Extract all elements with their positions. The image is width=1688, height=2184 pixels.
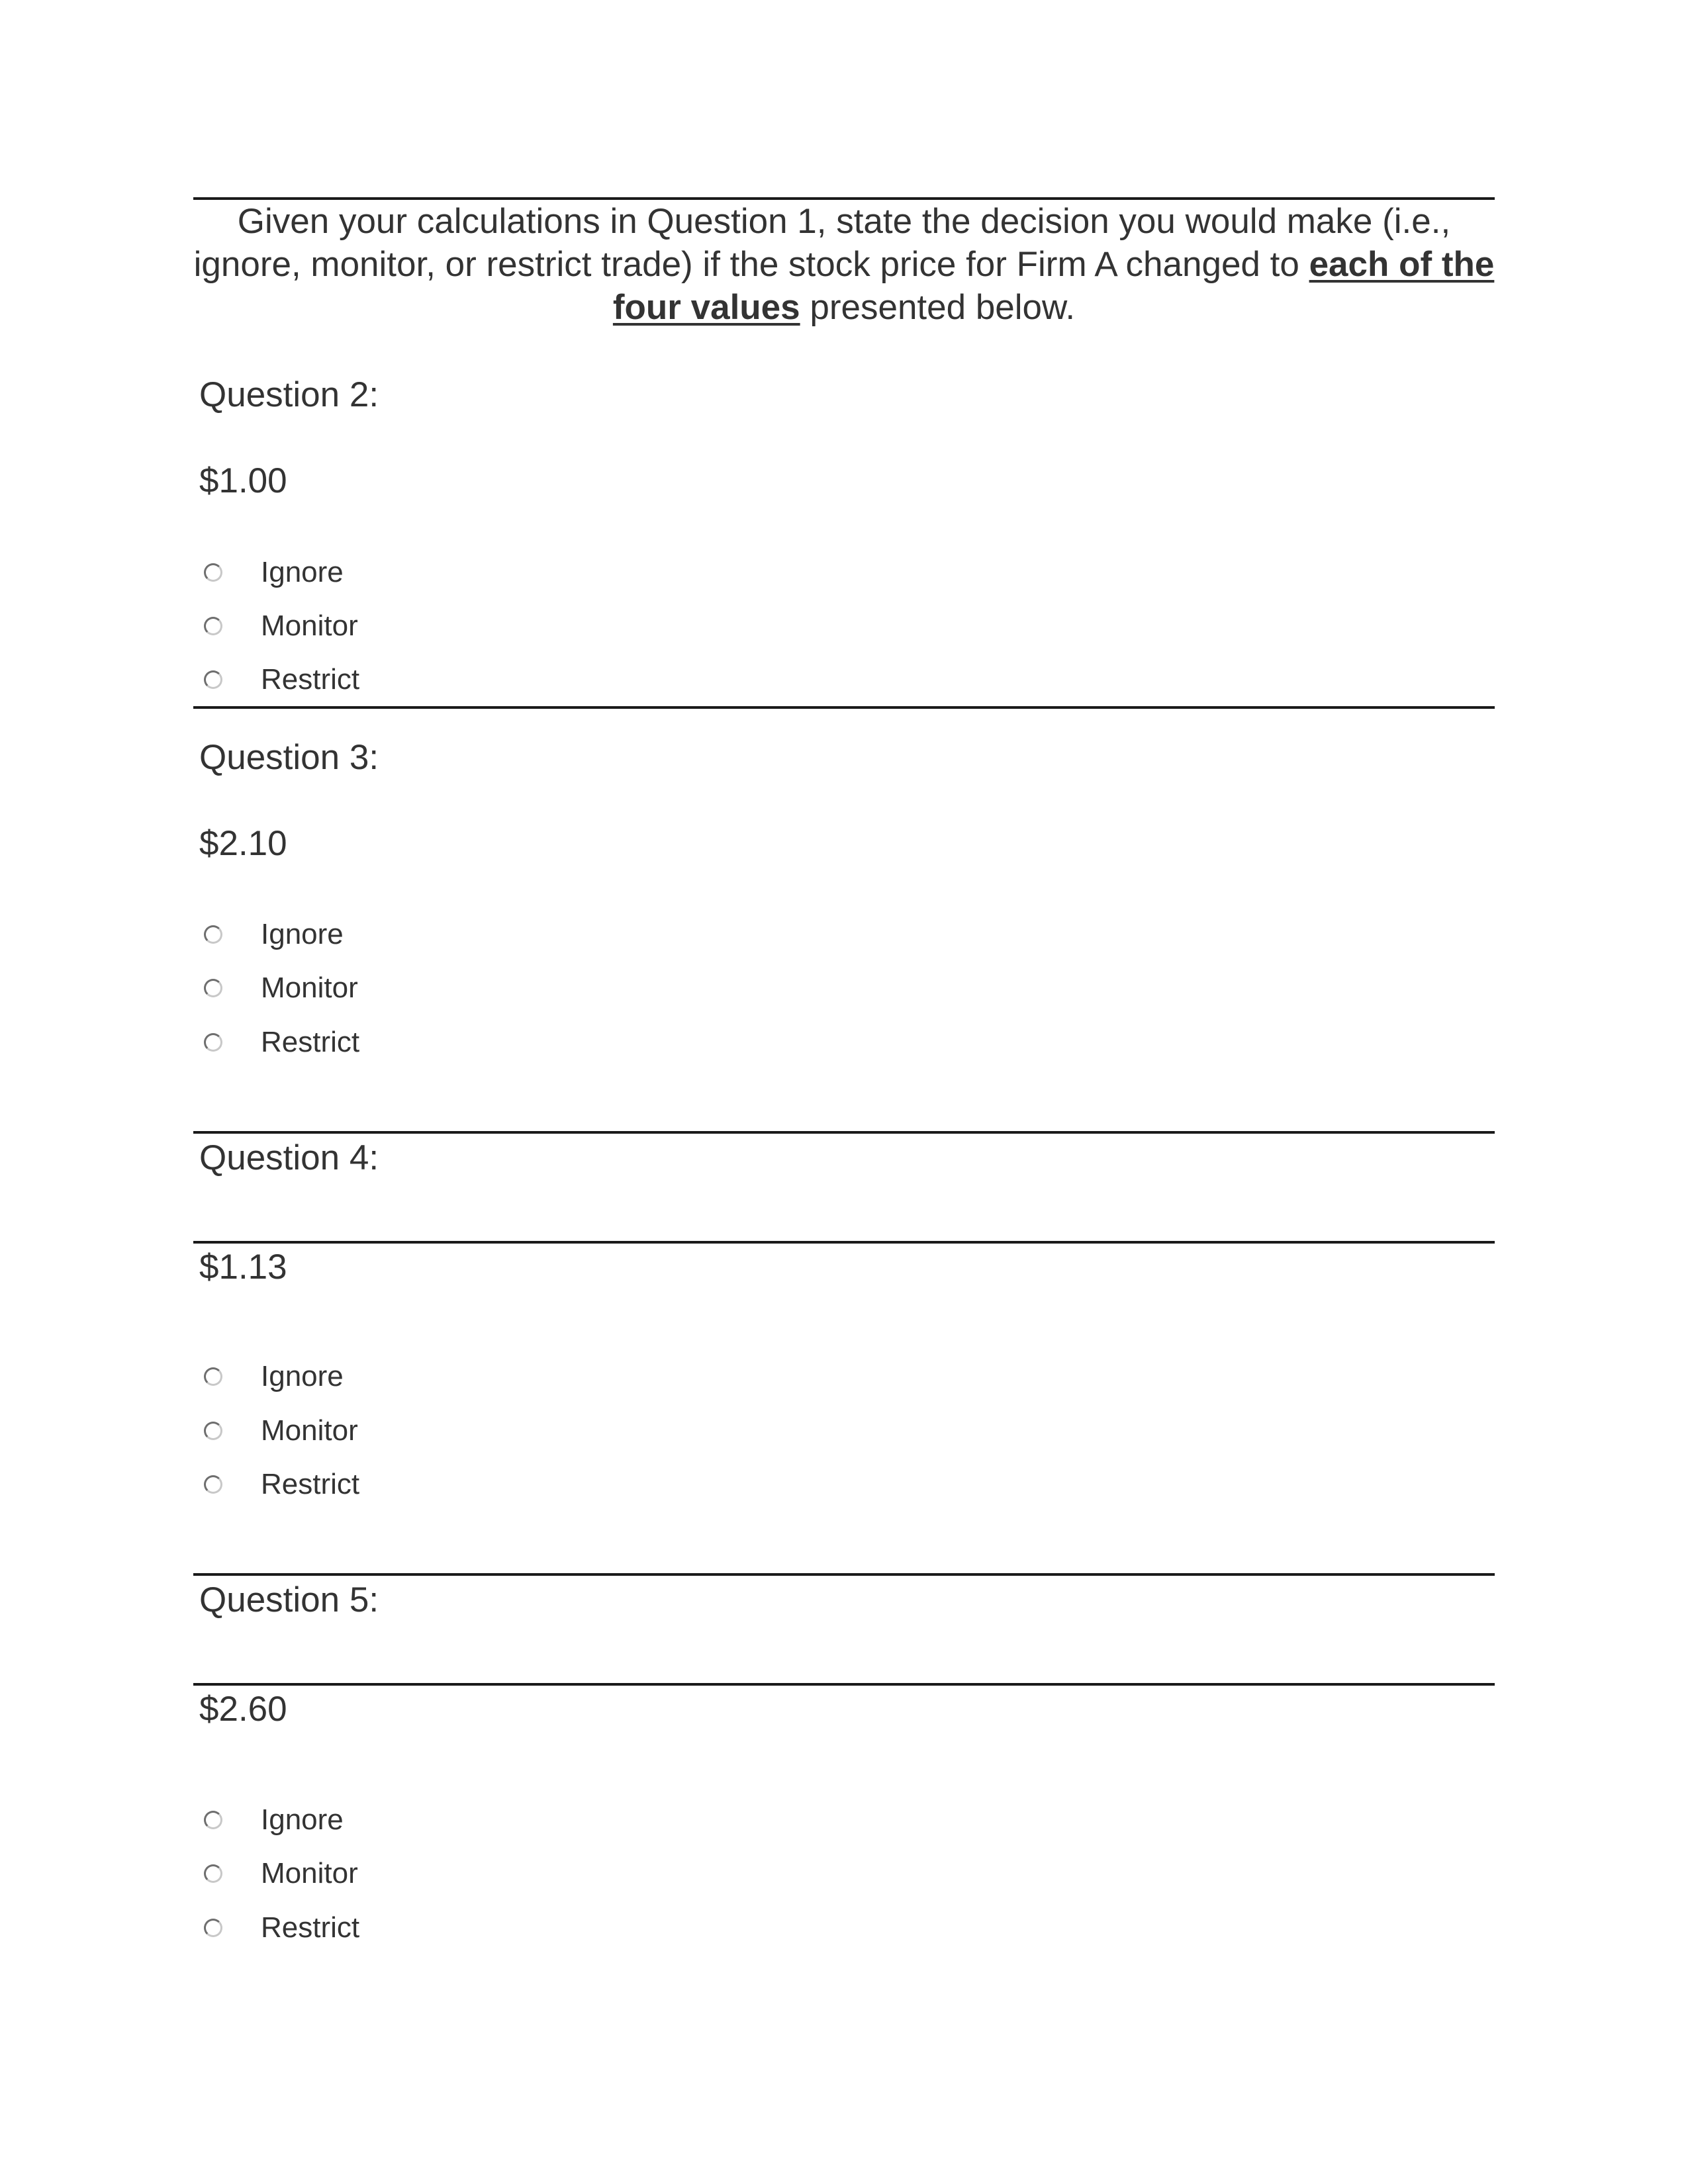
question-3-title: Question 3: [199, 738, 379, 777]
radio-button[interactable] [204, 1864, 222, 1883]
divider [193, 1573, 1495, 1576]
option-label: Restrict [261, 1911, 360, 1944]
question-5-option-restrict[interactable] [204, 1909, 359, 1946]
question-2-title: Question 2: [199, 375, 379, 414]
question-3-option-ignore[interactable] [204, 916, 344, 953]
question-4-title: Question 4: [199, 1138, 379, 1177]
question-5-option-ignore[interactable] [204, 1801, 344, 1839]
option-label: Ignore [261, 918, 344, 950]
divider [193, 1131, 1495, 1134]
question-4-option-restrict[interactable] [204, 1466, 359, 1503]
radio-button[interactable] [204, 1422, 222, 1440]
question-5-option-monitor[interactable] [204, 1855, 358, 1892]
option-label: Restrict [261, 663, 360, 696]
option-label: Restrict [261, 1468, 360, 1500]
question-2-option-monitor[interactable] [204, 608, 358, 645]
question-2-option-restrict[interactable] [204, 661, 359, 698]
radio-button[interactable] [204, 670, 222, 689]
radio-button[interactable] [204, 1919, 222, 1937]
option-label: Monitor [261, 1857, 358, 1889]
question-4-option-ignore[interactable] [204, 1358, 344, 1395]
option-label: Ignore [261, 556, 344, 588]
option-label: Ignore [261, 1803, 344, 1836]
instructions-emphasis: each of the four values [612, 245, 1495, 327]
divider [193, 706, 1495, 709]
radio-button[interactable] [204, 563, 222, 582]
question-2-price: $1.00 [199, 461, 287, 500]
divider [193, 1683, 1495, 1686]
question-4-option-monitor[interactable] [204, 1412, 358, 1449]
radio-button[interactable] [204, 1033, 222, 1052]
radio-button[interactable] [204, 1367, 222, 1386]
option-label: Monitor [261, 972, 358, 1004]
instructions-text: Given your calculations in Question 1, state the decision you would make (i.e., ignore, monitor, or restrict trade) if the stock price for Firm A changed to [193, 202, 1451, 284]
question-3-option-monitor[interactable] [204, 970, 358, 1007]
question-4-price: $1.13 [199, 1248, 287, 1287]
option-label: Monitor [261, 1414, 358, 1447]
option-label: Ignore [261, 1360, 344, 1392]
divider [193, 1241, 1495, 1244]
radio-button[interactable] [204, 1475, 222, 1494]
radio-button[interactable] [204, 925, 222, 944]
option-label: Monitor [261, 610, 358, 642]
radio-button[interactable] [204, 617, 222, 635]
question-3-price: $2.10 [199, 824, 287, 863]
question-2-option-ignore[interactable] [204, 554, 344, 591]
instructions-text-end: presented below. [800, 288, 1076, 327]
question-5-price: $2.60 [199, 1690, 287, 1729]
option-label: Restrict [261, 1026, 360, 1058]
radio-button[interactable] [204, 979, 222, 997]
instructions [193, 200, 1495, 329]
radio-button[interactable] [204, 1811, 222, 1829]
question-5-title: Question 5: [199, 1580, 379, 1619]
question-3-option-restrict[interactable] [204, 1024, 359, 1061]
